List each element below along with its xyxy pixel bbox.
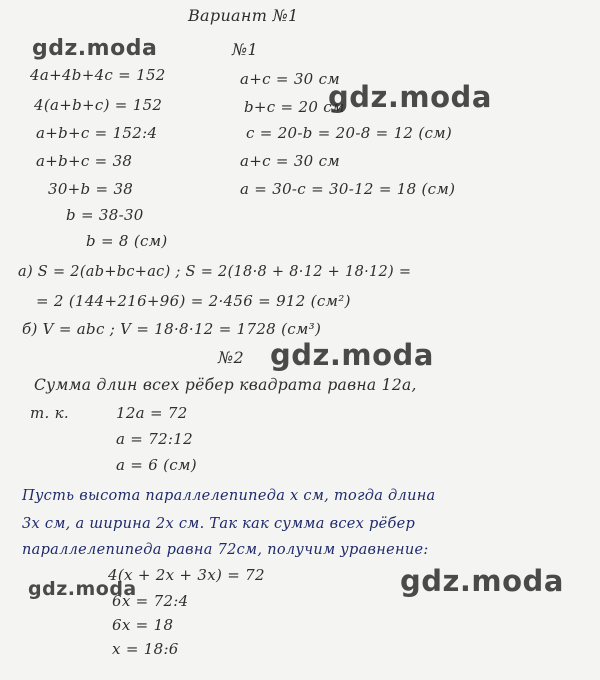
task1-part-a-line1: а) S = 2(ab+bc+ac) ; S = 2(18·8 + 8·12 + 18·12) = bbox=[18, 264, 412, 280]
task1-left-line: 4(a+b+c) = 152 bbox=[34, 96, 163, 114]
task2-eq-line: 4(x + 2x + 3x) = 72 bbox=[108, 566, 265, 584]
task2-calc-line: a = 6 (см) bbox=[116, 456, 197, 474]
task2-text-line1: Пусть высота параллелепипеда x см, тогда длина bbox=[22, 488, 436, 504]
task1-right-line: b+c = 20 см bbox=[244, 98, 345, 116]
task2-tk-label: т. к. bbox=[30, 404, 69, 422]
task1-left-line: a+b+c = 152:4 bbox=[36, 124, 158, 142]
task1-left-line: b = 38-30 bbox=[66, 206, 144, 224]
task2-calc-line: 12a = 72 bbox=[116, 404, 188, 422]
task1-number: №1 bbox=[232, 40, 258, 59]
task2-eq-line: 6x = 18 bbox=[112, 616, 174, 634]
task1-right-line: a+c = 30 см bbox=[240, 152, 341, 170]
task2-calc-line: a = 72:12 bbox=[116, 430, 193, 448]
task1-right-line: a+c = 30 см bbox=[240, 70, 341, 88]
task2-eq-line: 6x = 72:4 bbox=[112, 592, 189, 610]
task2-text-line2: 3x см, а ширина 2x см. Так как сумма всех рёбер bbox=[22, 516, 416, 532]
task1-part-a-line2: = 2 (144+216+96) = 2·456 = 912 (см²) bbox=[36, 292, 351, 310]
watermark-top-left: gdz.moda bbox=[32, 36, 158, 61]
task1-right-line: a = 30-c = 30-12 = 18 (см) bbox=[240, 180, 456, 198]
page-title: Вариант №1 bbox=[188, 6, 299, 25]
watermark-middle: gdz.moda bbox=[270, 338, 434, 372]
task1-left-line: 30+b = 38 bbox=[48, 180, 134, 198]
task1-left-line: b = 8 (см) bbox=[86, 232, 168, 250]
task1-right-line: c = 20-b = 20-8 = 12 (см) bbox=[246, 124, 453, 142]
task2-intro: Сумма длин всех рёбер квадрата равна 12a, bbox=[34, 376, 417, 394]
task1-left-line: a+b+c = 38 bbox=[36, 152, 133, 170]
watermark-bottom-right: gdz.moda bbox=[400, 564, 564, 598]
task2-number: №2 bbox=[218, 348, 244, 367]
task1-part-b: б) V = abc ; V = 18·8·12 = 1728 (см³) bbox=[22, 320, 322, 338]
task2-text-line3: параллелепипеда равна 72см, получим уравнение: bbox=[22, 542, 429, 558]
task1-left-line: 4a+4b+4c = 152 bbox=[30, 66, 166, 84]
task2-eq-line: x = 18:6 bbox=[112, 640, 179, 658]
watermark-bottom-left: gdz.moda bbox=[28, 578, 137, 600]
watermark-top-right: gdz.moda bbox=[328, 80, 492, 114]
